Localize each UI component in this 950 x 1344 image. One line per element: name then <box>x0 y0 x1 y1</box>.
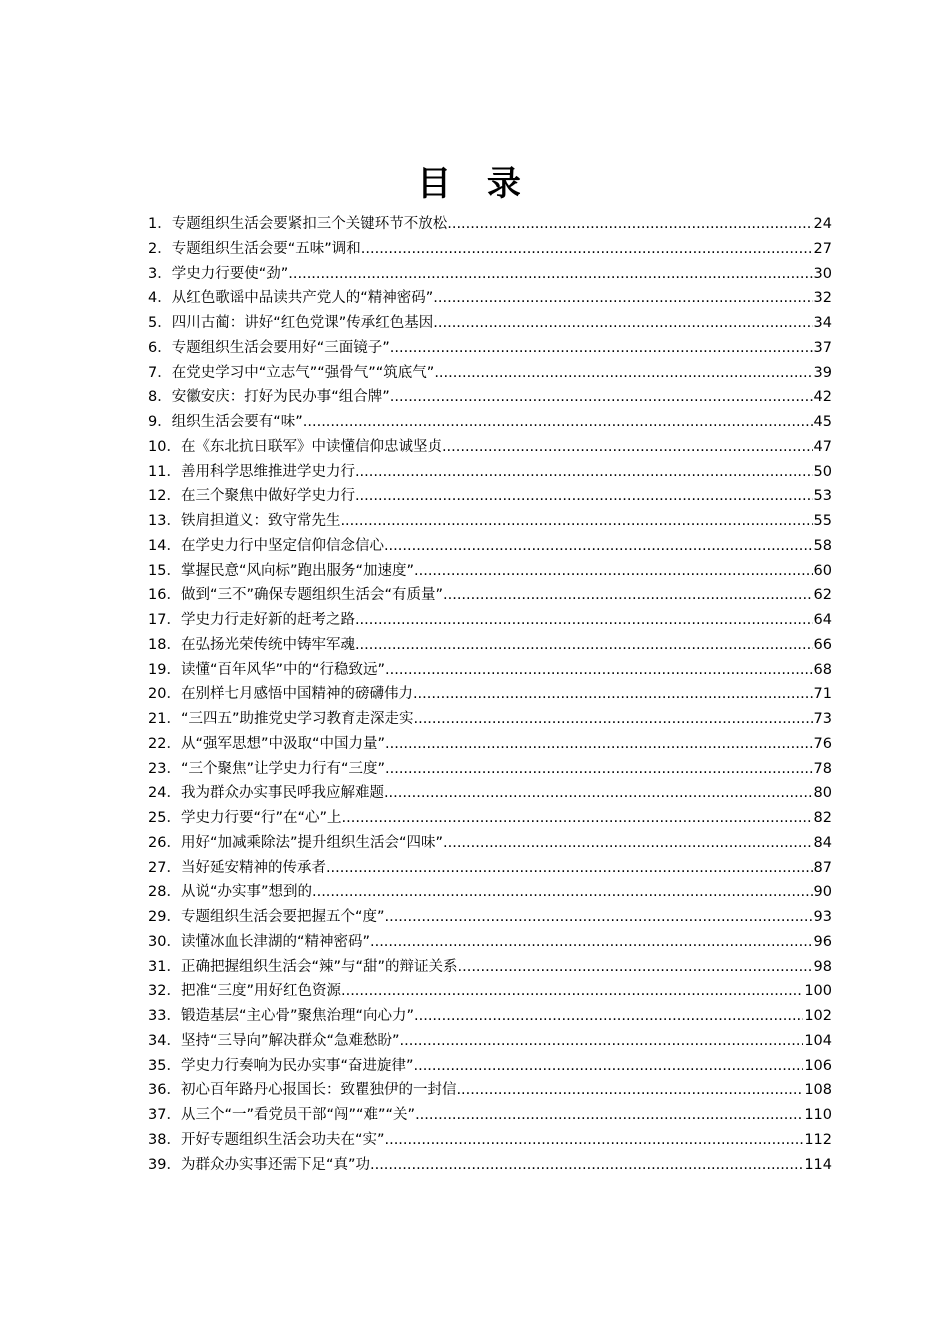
toc-entry-title: “三四五”助推党史学习教育走深走实 <box>180 711 414 727</box>
toc-entry-title: 当好延安精神的传承者 <box>180 859 326 876</box>
toc-entry[interactable] <box>148 880 832 905</box>
toc-entry-page-number: 114 <box>804 1156 832 1173</box>
toc-dot-leader <box>414 559 813 584</box>
toc-entry-title: 锻造基层“主心骨”聚焦治理“向心力” <box>180 1008 414 1024</box>
toc-entry-number: 11． <box>148 463 181 480</box>
toc-entry-title: 善用科学思维推进学史力行 <box>180 463 355 480</box>
toc-dot-leader <box>433 286 812 311</box>
toc-entry-title: 正确把握组织生活会“辣”与“甜”的辩证关系 <box>180 958 458 975</box>
toc-entry-page-number: 53 <box>813 488 832 505</box>
toc-entry-page-number: 106 <box>804 1057 832 1074</box>
toc-entry-title: 专题组织生活会要“五味”调和 <box>171 240 361 257</box>
toc-dot-leader <box>342 806 813 831</box>
toc-dot-leader <box>413 1054 803 1079</box>
toc-entry[interactable] <box>148 1029 832 1054</box>
toc-entry[interactable] <box>148 930 832 955</box>
toc-entry-number: 7． <box>148 364 172 381</box>
toc-entry[interactable] <box>148 484 832 509</box>
toc-entry-number: 3． <box>148 265 172 282</box>
toc-entry-number: 33． <box>148 1008 181 1024</box>
toc-entry-page-number: 47 <box>813 438 832 455</box>
toc-entry-title: 坚持“三导向”解决群众“急难愁盼” <box>180 1032 400 1049</box>
toc-entry[interactable] <box>148 856 832 881</box>
toc-entry-number: 31． <box>148 958 181 975</box>
toc-entry-number: 34． <box>148 1032 181 1049</box>
toc-entry[interactable] <box>148 559 832 584</box>
toc-entry-number: 27． <box>148 859 181 876</box>
toc-entry-page-number: 78 <box>813 760 832 777</box>
toc-entry-number: 5． <box>148 315 172 331</box>
toc-entry-page-number: 112 <box>804 1131 832 1148</box>
toc-dot-leader <box>447 212 812 237</box>
toc-dot-leader <box>355 633 813 658</box>
toc-entry-title: 安徽安庆：打好为民办事“组合牌” <box>171 389 390 406</box>
toc-entry-title: 学史力行奏响为民办实事“奋进旋律” <box>180 1057 414 1074</box>
toc-entry-number: 28． <box>148 884 181 901</box>
toc-entry-page-number: 39 <box>813 364 832 381</box>
toc-entry-title: 做到“三不”确保专题组织生活会“有质量” <box>180 587 443 604</box>
toc-entry-number: 36． <box>148 1082 181 1099</box>
toc-dot-leader <box>433 311 812 336</box>
toc-dot-leader <box>384 905 812 930</box>
toc-entry[interactable] <box>148 286 832 311</box>
toc-entry-title: 专题组织生活会要紧扣三个关键环节不放松 <box>171 216 448 232</box>
toc-dot-leader <box>355 484 813 509</box>
toc-entry[interactable] <box>148 1004 832 1029</box>
toc-entry-number: 4． <box>148 290 172 307</box>
toc-entry-title: 学史力行要“行”在“心”上 <box>180 810 342 826</box>
toc-entry-title: 在学史力行中坚定信仰信念信心 <box>180 537 384 554</box>
toc-entry-page-number: 58 <box>813 537 832 554</box>
toc-entry[interactable] <box>148 732 832 757</box>
toc-entry-title: 我为群众办实事民呼我应解难题 <box>180 785 384 802</box>
toc-entry-page-number: 73 <box>813 711 832 727</box>
toc-entry-number: 16． <box>148 587 181 604</box>
toc-entry-title: 用好“加减乘除法”提升组织生活会“四味” <box>180 834 443 851</box>
toc-dot-leader <box>434 361 812 386</box>
toc-entry[interactable] <box>148 385 832 410</box>
toc-entry[interactable] <box>148 831 832 856</box>
toc-dot-leader <box>385 658 813 683</box>
toc-entry-page-number: 98 <box>813 958 832 975</box>
toc-entry-page-number: 62 <box>813 587 832 604</box>
toc-entry-title: 把准“三度”用好红色资源 <box>180 983 341 1000</box>
toc-entry-title: 在党史学习中“立志气”“强骨气”“筑底气” <box>171 364 435 381</box>
toc-entry-page-number: 68 <box>813 661 832 678</box>
toc-entry-page-number: 64 <box>813 612 832 628</box>
toc-entry-page-number: 66 <box>813 636 832 653</box>
page-title: 目 录 <box>417 164 533 204</box>
toc-entry-number: 39． <box>148 1156 181 1173</box>
toc-entry-page-number: 30 <box>813 265 832 282</box>
toc-entry-page-number: 76 <box>813 735 832 752</box>
toc-entry[interactable] <box>148 658 832 683</box>
toc-entry-title: 学史力行要使“劲” <box>171 265 289 282</box>
toc-entry[interactable] <box>148 1078 832 1103</box>
toc-entry-number: 17． <box>148 612 181 628</box>
toc-entry-number: 26． <box>148 834 181 851</box>
toc-entry-page-number: 80 <box>813 785 832 802</box>
toc-entry-title: 在《东北抗日联军》中读懂信仰忠诚坚贞 <box>180 438 442 455</box>
toc-dot-leader <box>456 1078 803 1103</box>
toc-dot-leader <box>400 1029 804 1054</box>
toc-entry-number: 8． <box>148 389 172 406</box>
toc-entry-title: 在弘扬光荣传统中铸牢军魂 <box>180 636 355 653</box>
toc-entry[interactable] <box>148 1153 832 1178</box>
toc-entry-number: 37． <box>148 1107 181 1123</box>
toc-dot-leader <box>303 410 813 435</box>
toc-entry[interactable] <box>148 682 832 707</box>
toc-entry-page-number: 32 <box>813 290 832 307</box>
toc-entry[interactable] <box>148 1054 832 1079</box>
toc-entry[interactable] <box>148 979 832 1004</box>
toc-entry-number: 18． <box>148 636 181 653</box>
toc-entry-page-number: 96 <box>813 933 832 950</box>
toc-entry-title: 在三个聚焦中做好学史力行 <box>180 488 355 505</box>
toc-entry-number: 29． <box>148 909 181 925</box>
toc-dot-leader <box>442 435 813 460</box>
toc-entry-title: 读懂冰血长津湖的“精神密码” <box>180 933 370 950</box>
toc-entry-title: 从说“办实事”想到的 <box>180 884 312 901</box>
toc-entry[interactable] <box>148 955 832 980</box>
toc-entry[interactable] <box>148 781 832 806</box>
toc-entry-page-number: 45 <box>813 414 832 430</box>
toc-entry[interactable] <box>148 311 832 336</box>
toc-entry-title: 从三个“一”看党员干部“闯”“难”“关” <box>180 1107 416 1123</box>
toc-entry-page-number: 87 <box>813 859 832 876</box>
toc-entry-number: 6． <box>148 339 172 356</box>
toc-entry[interactable] <box>148 633 832 658</box>
toc-dot-leader <box>370 930 813 955</box>
toc-entry-number: 14． <box>148 537 181 554</box>
toc-entry[interactable] <box>148 336 832 361</box>
toc-dot-leader <box>414 1004 803 1029</box>
toc-entry-number: 19． <box>148 661 181 678</box>
toc-entry[interactable] <box>148 361 832 386</box>
toc-dot-leader <box>415 1103 803 1128</box>
toc-entry[interactable] <box>148 460 832 485</box>
toc-entry-title: 四川古蔺：讲好“红色党课”传承红色基因 <box>171 315 434 331</box>
toc-dot-leader <box>385 757 813 782</box>
toc-dot-leader <box>312 880 813 905</box>
toc-dot-leader <box>340 509 812 534</box>
toc-entry[interactable] <box>148 905 832 930</box>
toc-dot-leader <box>326 856 813 881</box>
toc-dot-leader <box>288 262 812 287</box>
toc-entry[interactable] <box>148 707 832 732</box>
toc-entry-number: 13． <box>148 513 181 529</box>
toc-entry-title: 为群众办实事还需下足“真”功 <box>180 1156 370 1173</box>
toc-entry[interactable] <box>148 1103 832 1128</box>
table-of-contents <box>148 212 832 1177</box>
toc-entry-number: 23． <box>148 760 181 777</box>
toc-dot-leader <box>458 955 813 980</box>
toc-entry-number: 9． <box>148 414 172 430</box>
toc-entry-page-number: 55 <box>813 513 832 529</box>
toc-entry-title: 开好专题组织生活会功夫在“实” <box>180 1131 385 1148</box>
toc-entry-number: 24． <box>148 785 181 802</box>
toc-entry[interactable] <box>148 435 832 460</box>
toc-entry-title: 从红色歌谣中品读共产党人的“精神密码” <box>171 290 434 307</box>
toc-entry-number: 35． <box>148 1057 181 1074</box>
toc-entry-page-number: 84 <box>813 834 832 851</box>
toc-entry-number: 22． <box>148 735 181 752</box>
toc-entry[interactable] <box>148 509 832 534</box>
toc-entry-title: 组织生活会要有“味” <box>171 414 303 430</box>
toc-entry-number: 21． <box>148 711 181 727</box>
toc-entry[interactable] <box>148 410 832 435</box>
toc-entry-title: 读懂“百年风华”中的“行稳致远” <box>180 661 385 678</box>
toc-entry-title: 学史力行走好新的赶考之路 <box>180 612 355 628</box>
toc-entry-page-number: 108 <box>804 1082 832 1099</box>
toc-entry-number: 32． <box>148 983 181 1000</box>
toc-entry[interactable] <box>148 608 832 633</box>
toc-dot-leader <box>384 781 813 806</box>
toc-entry-title: 从“强军思想”中汲取“中国力量” <box>180 735 385 752</box>
toc-entry-number: 15． <box>148 562 181 579</box>
toc-dot-leader <box>341 979 803 1004</box>
toc-entry[interactable] <box>148 806 832 831</box>
toc-entry-number: 10． <box>148 438 181 455</box>
toc-entry-page-number: 71 <box>813 686 832 703</box>
toc-dot-leader <box>355 460 813 485</box>
toc-entry-page-number: 104 <box>804 1032 832 1049</box>
toc-entry-page-number: 100 <box>804 983 832 1000</box>
toc-entry[interactable] <box>148 757 832 782</box>
toc-entry-title: 在别样七月感悟中国精神的磅礴伟力 <box>180 686 413 703</box>
toc-entry-number: 30． <box>148 933 181 950</box>
toc-entry-page-number: 37 <box>813 339 832 356</box>
toc-dot-leader <box>413 682 813 707</box>
toc-entry-page-number: 82 <box>813 810 832 826</box>
toc-entry-page-number: 93 <box>813 909 832 925</box>
toc-entry[interactable] <box>148 212 832 237</box>
toc-entry-page-number: 34 <box>813 315 832 331</box>
toc-entry-title: 掌握民意“风向标”跑出服务“加速度” <box>180 562 414 579</box>
toc-dot-leader <box>443 831 813 856</box>
toc-entry-number: 2． <box>148 240 172 257</box>
toc-entry-title: 初心百年路丹心报国长：致瞿独伊的一封信 <box>180 1082 457 1099</box>
toc-entry[interactable] <box>148 262 832 287</box>
toc-entry-number: 38． <box>148 1131 181 1148</box>
toc-entry-title: 专题组织生活会要把握五个“度” <box>180 909 385 925</box>
toc-dot-leader <box>413 707 812 732</box>
toc-entry-number: 20． <box>148 686 181 703</box>
toc-entry[interactable] <box>148 583 832 608</box>
toc-entry-page-number: 102 <box>804 1008 832 1024</box>
toc-entry-number: 25． <box>148 810 181 826</box>
toc-entry[interactable] <box>148 237 832 262</box>
toc-entry-title: “三个聚焦”让学史力行有“三度” <box>180 760 385 777</box>
toc-entry-page-number: 60 <box>813 562 832 579</box>
toc-entry-page-number: 110 <box>804 1107 832 1123</box>
toc-entry-page-number: 50 <box>813 463 832 480</box>
toc-entry-title: 专题组织生活会要用好“三面镜子” <box>171 339 390 356</box>
toc-dot-leader <box>361 237 813 262</box>
toc-dot-leader <box>385 732 813 757</box>
toc-entry-page-number: 42 <box>813 389 832 406</box>
toc-entry-number: 1． <box>148 216 172 232</box>
toc-dot-leader <box>370 1153 803 1178</box>
toc-dot-leader <box>355 608 813 633</box>
toc-dot-leader <box>443 583 813 608</box>
toc-dot-leader <box>384 1128 803 1153</box>
toc-entry-page-number: 24 <box>813 216 832 232</box>
toc-entry[interactable] <box>148 1128 832 1153</box>
toc-entry-title: 铁肩担道义：致守常先生 <box>180 513 341 529</box>
toc-dot-leader <box>384 534 813 559</box>
toc-entry-number: 12． <box>148 488 181 505</box>
toc-entry[interactable] <box>148 534 832 559</box>
toc-entry-page-number: 90 <box>813 884 832 901</box>
toc-entry-page-number: 27 <box>813 240 832 257</box>
toc-dot-leader <box>390 336 813 361</box>
toc-dot-leader <box>390 385 813 410</box>
